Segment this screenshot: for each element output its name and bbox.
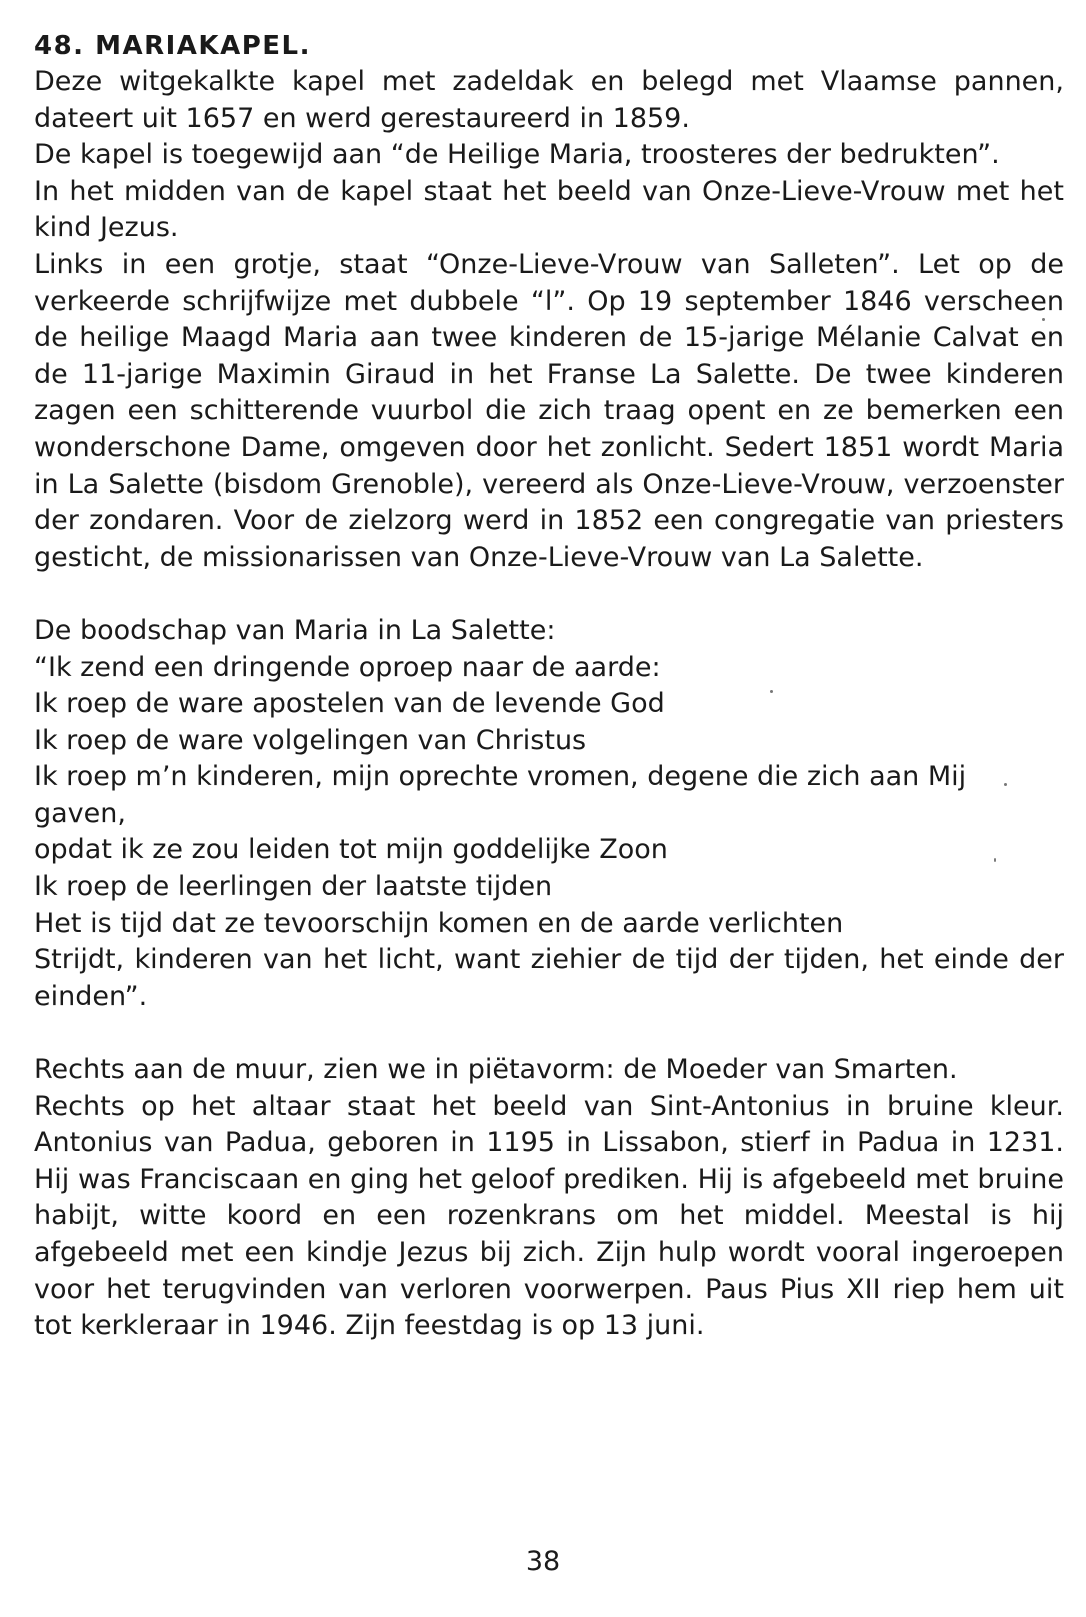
scan-speck [1042, 318, 1045, 321]
message-line: Strijdt, kinderen van het licht, want ziehier de tijd der tijden, het einde der einden”. [34, 944, 1064, 1012]
message-intro: De boodschap van Maria in La Salette: [34, 614, 556, 646]
scan-speck [1004, 783, 1007, 786]
message-line: Ik roep de ware volgelingen van Christus [34, 724, 587, 756]
message-line: Het is tijd dat ze tevoorschijn komen en de aarde verlichten [34, 907, 844, 939]
message-line: Ik roep de leerlingen der laatste tijden [34, 871, 553, 903]
message-line: Ik roep de ware apostelen van de levende God [34, 688, 665, 720]
intro-paragraph: De kapel is toegewijd aan “de Heilige Maria, troosteres der bedrukten”. [34, 139, 1000, 171]
message-line: opdat ik ze zou leiden tot mijn goddelijke Zoon [34, 834, 668, 866]
paragraph-gap [34, 1015, 1064, 1052]
scan-speck [994, 858, 996, 862]
closing-paragraph: Rechts op het altaar staat het beeld van Sint-Antonius in bruine kleur. Antonius van Padua, geboren in 1195 in Lissabon, stierf in Padua in 1231. Hij was Franciscaan en ging het geloof prediken. Hij is afgebeeld met bruine habijt, witte koord en een rozenkrans om het middel. Meestal is hij afgebeeld met een kindje Jezus bij zich. Zijn hulp wordt vooral ingeroepen voor het terugvinden van verloren voorwerpen. Paus Pius XII riep hem uit tot kerkleraar in 1946. Zijn feestdag is op 13 juni. [34, 1090, 1064, 1342]
message-line: “Ik zend een dringende oproep naar de aarde: [34, 651, 661, 683]
section-heading: 48. MARIAKAPEL. [34, 31, 311, 61]
intro-paragraph: Links in een grotje, staat “Onze-Lieve-Vrouw van Salleten”. Let op de verkeerde schrijfwijze met dubbele “l”. Op 19 september 1846 verscheen de heilige Maagd Maria aan twee kinderen de 15-jarige Mélanie Calvat en de 11-jarige Maximin Giraud in het Franse La Salette. De twee kinderen zagen een schitterende vuurbol die zich traag opent en ze bemerken een wonderschone Dame, omgeven door het zonlicht. Sedert 1851 wordt Maria in La Salette (bisdom Grenoble), vereerd als Onze-Lieve-Vrouw, verzoenster der zondaren. Voor de zielzorg werd in 1852 een congregatie van priesters gesticht, de missionarissen van Onze-Lieve-Vrouw van La Salette. [34, 248, 1064, 573]
paragraph-gap [34, 576, 1064, 613]
closing-paragraph: Rechts aan de muur, zien we in piëtavorm: de Moeder van Smarten. [34, 1054, 958, 1086]
message-line: Ik roep m’n kinderen, mijn oprechte vromen, degene die zich aan Mij gaven, [34, 761, 967, 829]
document-page [34, 28, 1064, 1345]
page-number: 38 [525, 1546, 561, 1577]
intro-paragraph: In het midden van de kapel staat het beeld van Onze-Lieve-Vrouw met het kind Jezus. [34, 175, 1064, 244]
scan-speck [770, 690, 773, 693]
intro-paragraph: Deze witgekalkte kapel met zadeldak en belegd met Vlaamse pannen, dateert uit 1657 en werd gerestaureerd in 1859. [34, 66, 1064, 134]
